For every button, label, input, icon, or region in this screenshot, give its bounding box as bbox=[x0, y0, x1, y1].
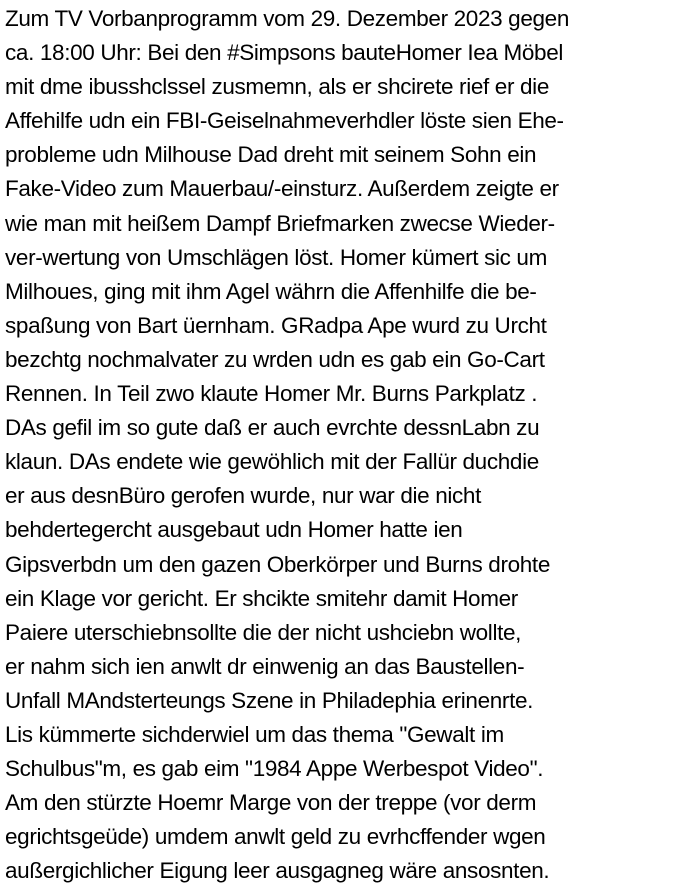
text-line: behdertegercht ausgebaut udn Homer hatte ien bbox=[5, 517, 463, 543]
text-line: Schulbus"m, es gab eim "1984 Appe Werbespot Video". bbox=[5, 756, 544, 782]
text-line: außergichlicher Eigung leer ausgagneg wäre ansosnten. bbox=[5, 858, 550, 884]
text-line: klaun. DAs endete wie gewöhlich mit der Fallür duchdie bbox=[5, 449, 539, 475]
text-line: Paiere uterschiebnsollte die der nicht ushciebn wollte, bbox=[5, 619, 522, 645]
text-line: er aus desnBüro gerofen wurde, nur war die nicht bbox=[5, 483, 481, 509]
text-line: Am den stürzte Hoemr Marge von der treppe (vor derm bbox=[5, 790, 537, 816]
text-line: mit dme ibusshclssel zusmemn, als er shcirete rief er die bbox=[5, 74, 549, 100]
text-line: probleme udn Milhouse Dad dreht mit seinem Sohn ein bbox=[5, 142, 537, 168]
text-line: spaßung von Bart üernham. GRadpa Ape wurd zu Urcht bbox=[5, 312, 547, 338]
text-line: Unfall MAndsterteungs Szene in Philadephia erinenrte. bbox=[5, 687, 534, 713]
text-line: er nahm sich ien anwlt dr einwenig an das Baustellen- bbox=[5, 653, 525, 679]
text-line: ein Klage vor gericht. Er shcikte smitehr damit Homer bbox=[5, 585, 518, 611]
text-line: Fake-Video zum Mauerbau/-einsturz. Außerdem zeigte er bbox=[5, 176, 559, 202]
text-line: ver-wertung von Umschlägen löst. Homer kümert sic um bbox=[5, 244, 547, 270]
text-line: Zum TV Vorbanprogramm vom 29. Dezember 2023 gegen bbox=[5, 6, 569, 31]
text-line: Lis kümmerte sichderwiel um das thema "Gewalt im bbox=[5, 721, 504, 747]
text-line: Gipsverbdn um den gazen Oberkörper und Burns drohte bbox=[5, 551, 550, 577]
text-line: Affehilfe udn ein FBI-Geiselnahmeverhdler löste sien Ehe- bbox=[5, 108, 564, 134]
text-line: Milhoues, ging mit ihm Agel währn die Affenhilfe die be- bbox=[5, 278, 537, 304]
text-line: Rennen. In Teil zwo klaute Homer Mr. Burns Parkplatz . bbox=[5, 381, 538, 407]
text-line: DAs gefil im so gute daß er auch evrchte dessnLabn zu bbox=[5, 415, 540, 441]
text-line: wie man mit heißem Dampf Briefmarken zwecse Wieder- bbox=[5, 210, 555, 236]
text-line: egrichtsgeüde) umdem anwlt geld zu evrhcffender wgen bbox=[5, 824, 546, 850]
text-line: bezchtg nochmalvater zu wrden udn es gab ein Go-Cart bbox=[5, 346, 545, 372]
text-line: ca. 18:00 Uhr: Bei den #Simpsons bauteHomer Iea Möbel bbox=[5, 40, 564, 66]
